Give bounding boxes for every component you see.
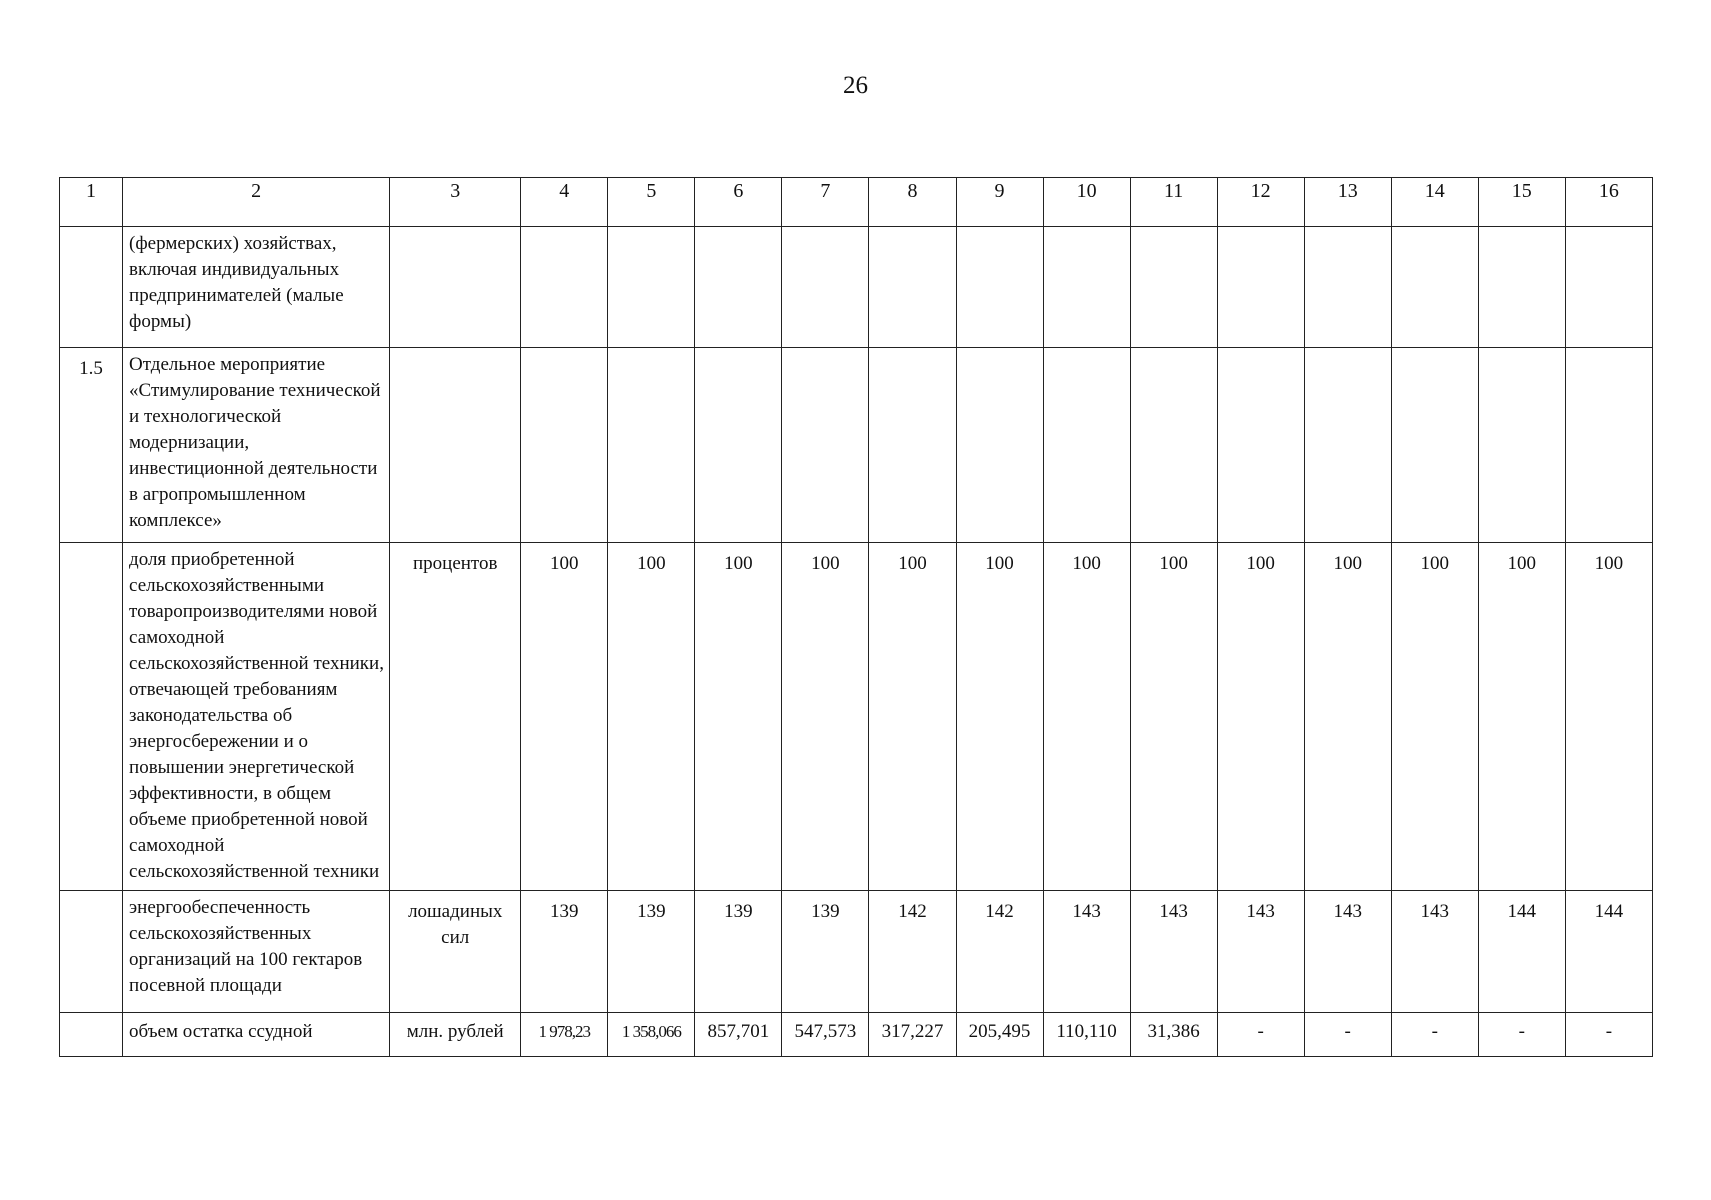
value-cell: 1 358,066 <box>608 1013 695 1057</box>
column-number-15: 15 <box>1478 178 1565 227</box>
value-cell <box>782 227 869 348</box>
value-cell <box>1130 348 1217 543</box>
value-cell <box>1217 348 1304 543</box>
page-number: 26 <box>843 72 868 99</box>
value-cell: 547,573 <box>782 1013 869 1057</box>
unit-of-measure <box>390 348 521 543</box>
value-cell: - <box>1478 1013 1565 1057</box>
value-cell: 100 <box>1391 543 1478 891</box>
column-number-13: 13 <box>1304 178 1391 227</box>
value-cell: 143 <box>1043 891 1130 1013</box>
value-cell: 100 <box>956 543 1043 891</box>
value-cell <box>521 348 608 543</box>
value-cell <box>521 227 608 348</box>
value-cell: 100 <box>1304 543 1391 891</box>
table-row <box>60 891 1653 1013</box>
column-number-7: 7 <box>782 178 869 227</box>
value-cell <box>1565 227 1652 348</box>
value-cell: 1 978,23 <box>521 1013 608 1057</box>
column-number-row <box>60 178 1653 227</box>
indicator-name: (фермерских) хозяйствах, включая индивидуальных предпринимателей (малые формы) <box>123 227 390 348</box>
value-cell <box>1391 348 1478 543</box>
row-number <box>60 543 123 891</box>
value-cell: 139 <box>782 891 869 1013</box>
value-cell: - <box>1304 1013 1391 1057</box>
table-row <box>60 1013 1653 1057</box>
unit-of-measure: процентов <box>390 543 521 891</box>
column-number-1: 1 <box>60 178 123 227</box>
value-cell <box>1217 227 1304 348</box>
value-cell <box>956 348 1043 543</box>
value-cell: 143 <box>1304 891 1391 1013</box>
indicator-name: доля приобретенной сельскохозяйственными товаропроизводителями новой самоходной сельскохозяйственной техники, отвечающей требованиям законодательства об энергосбережении и о повышении энергетической эффективности, в общем объеме приобретенной новой самоходной сельскохозяйственной техники <box>123 543 390 891</box>
value-cell <box>1304 227 1391 348</box>
value-cell <box>869 227 956 348</box>
value-cell: 317,227 <box>869 1013 956 1057</box>
value-cell: 100 <box>1565 543 1652 891</box>
indicator-name: Отдельное мероприятие «Стимулирование технической и технологической модернизации, инвестиционной деятельности в агропромышленном комплексе» <box>123 348 390 543</box>
row-number <box>60 1013 123 1057</box>
column-number-11: 11 <box>1130 178 1217 227</box>
table-row <box>60 543 1653 891</box>
value-cell <box>695 348 782 543</box>
row-number <box>60 891 123 1013</box>
value-cell <box>1478 348 1565 543</box>
value-cell: 100 <box>782 543 869 891</box>
row-number: 1.5 <box>60 348 123 543</box>
value-cell <box>782 348 869 543</box>
value-cell: 144 <box>1565 891 1652 1013</box>
value-cell: 100 <box>521 543 608 891</box>
value-cell: 139 <box>695 891 782 1013</box>
unit-of-measure <box>390 227 521 348</box>
value-cell <box>1304 348 1391 543</box>
value-cell <box>1043 227 1130 348</box>
unit-of-measure: млн. рублей <box>390 1013 521 1057</box>
value-cell <box>608 227 695 348</box>
value-cell: - <box>1391 1013 1478 1057</box>
unit-of-measure: лошадиных сил <box>390 891 521 1013</box>
value-cell: 139 <box>521 891 608 1013</box>
value-cell <box>695 227 782 348</box>
value-cell <box>1391 227 1478 348</box>
column-number-2: 2 <box>123 178 390 227</box>
column-number-12: 12 <box>1217 178 1304 227</box>
value-cell <box>1043 348 1130 543</box>
table-row <box>60 348 1653 543</box>
value-cell: 100 <box>1043 543 1130 891</box>
column-number-16: 16 <box>1565 178 1652 227</box>
value-cell: 100 <box>608 543 695 891</box>
column-number-14: 14 <box>1391 178 1478 227</box>
value-cell: 142 <box>869 891 956 1013</box>
value-cell <box>1130 227 1217 348</box>
column-number-5: 5 <box>608 178 695 227</box>
column-number-3: 3 <box>390 178 521 227</box>
value-cell: 143 <box>1130 891 1217 1013</box>
column-number-9: 9 <box>956 178 1043 227</box>
value-cell: 100 <box>1478 543 1565 891</box>
value-cell <box>869 348 956 543</box>
value-cell: 139 <box>608 891 695 1013</box>
value-cell: 205,495 <box>956 1013 1043 1057</box>
table-row <box>60 227 1653 348</box>
value-cell: 142 <box>956 891 1043 1013</box>
column-number-8: 8 <box>869 178 956 227</box>
indicator-name: энергообеспеченность сельскохозяйственных организаций на 100 гектаров посевной площади <box>123 891 390 1013</box>
row-number <box>60 227 123 348</box>
value-cell: 857,701 <box>695 1013 782 1057</box>
value-cell: 31,386 <box>1130 1013 1217 1057</box>
value-cell: 100 <box>695 543 782 891</box>
value-cell <box>1478 227 1565 348</box>
value-cell: 100 <box>1217 543 1304 891</box>
value-cell <box>956 227 1043 348</box>
indicator-name: объем остатка ссудной <box>123 1013 390 1057</box>
column-number-6: 6 <box>695 178 782 227</box>
value-cell: 143 <box>1391 891 1478 1013</box>
value-cell: 100 <box>1130 543 1217 891</box>
column-number-10: 10 <box>1043 178 1130 227</box>
value-cell: - <box>1565 1013 1652 1057</box>
value-cell: 100 <box>869 543 956 891</box>
value-cell <box>1565 348 1652 543</box>
indicators-table <box>59 177 1653 1057</box>
column-number-4: 4 <box>521 178 608 227</box>
value-cell <box>608 348 695 543</box>
value-cell: 110,110 <box>1043 1013 1130 1057</box>
value-cell: - <box>1217 1013 1304 1057</box>
value-cell: 144 <box>1478 891 1565 1013</box>
value-cell: 143 <box>1217 891 1304 1013</box>
